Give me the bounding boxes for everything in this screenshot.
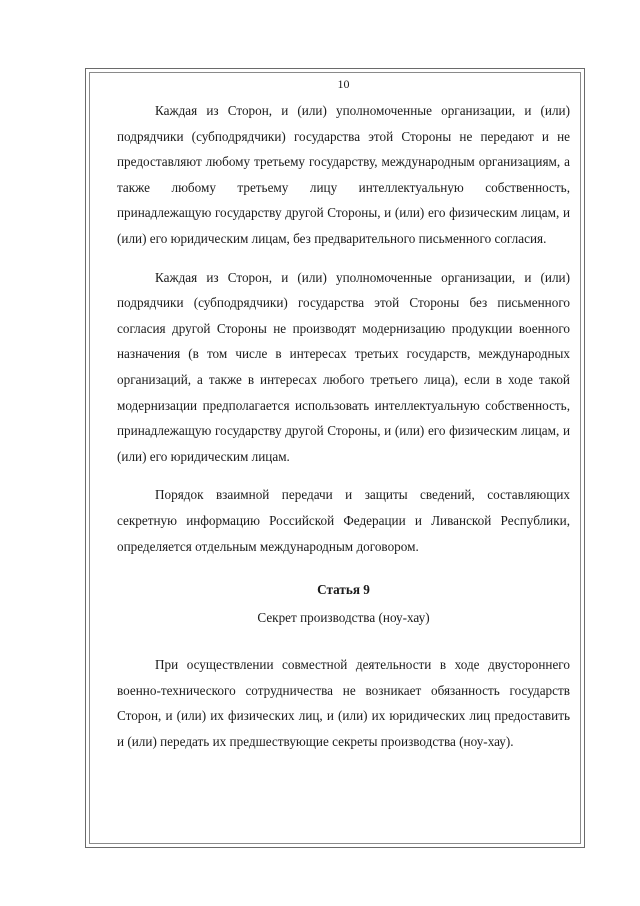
paragraph-know-how: При осуществлении совместной деятельности в ходе двустороннего военно-технического сотрудничества не возникает обязанность государств Сторон, и (или) их физических лиц, и (или) их юридических лиц предоставить и (или) передать их предшествующие секреты производства (ноу-хау). [117,657,570,750]
page-number: 10 [337,77,350,91]
article-subtitle: Секрет производства (ноу-хау) [257,609,430,625]
paragraph-secret-info: Порядок взаимной передачи и защиты сведений, составляющих секретную информацию Российской Федерации и Ливанской Республики, определяется отдельным международным договором. [117,487,570,554]
paragraph-ip-transfer: Каждая из Сторон, и (или) уполномоченные организации, и (или) подрядчики (субподрядчики) государства этой Стороны не передают и не предоставляют любому третьему государству, международным организациям, а также любому третьему лицу интеллектуальную собственность, принадлежащую государству другой Стороны, и (или) его физическим лицам, и (или) его юридическим лицам, без предварительного письменного согласия. [117,103,570,246]
article-title: Статья 9 [317,582,370,598]
paragraph-modernization: Каждая из Сторон, и (или) уполномоченные организации, и (или) подрядчики (субподрядчики) государства этой Стороны без письменного согласия другой Стороны не производят модернизацию продукции военного назначения (в том числе в интересах третьих государств, международных организаций, а также в интересах любого третьего лица), если в ходе такой модернизации предполагается использовать интеллектуальную собственность, принадлежащую государству другой Стороны, и (или) его физическим лицам, и (или) его юридическим лицам. [117,269,570,464]
document-body [117,76,570,768]
